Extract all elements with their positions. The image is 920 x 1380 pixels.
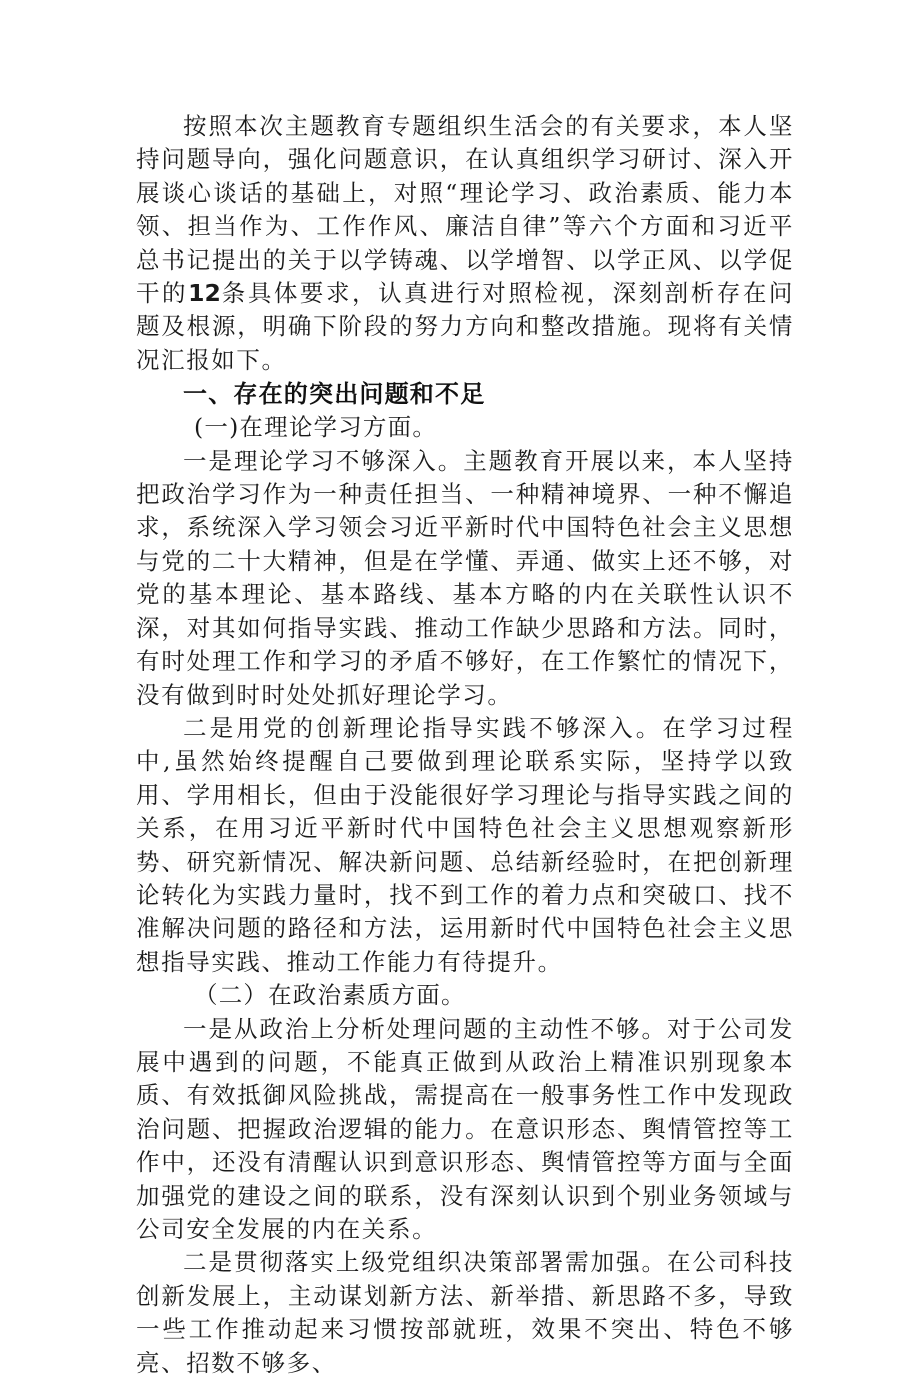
subsection-heading-theory: (一)在理论学习方面。 xyxy=(194,413,438,442)
section-heading-problems: 一、存在的突出问题和不足 xyxy=(183,380,486,409)
intro-paragraph xyxy=(136,110,794,377)
intro-text-part1: 按照本次主题教育专题组织生活会的有关要求，本人坚持问题导向，强化问题意识，在认真组织学习研讨、深入开展谈心谈话的基础上，对照“理论学习、政治素质、能力本领、担当作为、工作作风、廉洁自律”等六个方面和习近平总书记提出的关于以学铸魂、以学增智、以学正风、以学促干的 xyxy=(136,112,794,308)
intro-number: 12 xyxy=(188,279,221,308)
document-body xyxy=(136,110,794,1380)
paragraph-political-2: 二是贯彻落实上级党组织决策部署需加强。在公司科技创新发展上，主动谋划新方法、新举措、新思路不多，导致一些工作推动起来习惯按部就班，效果不突出、特色不够亮、招数不够多、 xyxy=(136,1248,794,1377)
intro-text-part2: 条具体要求，认真进行对照检视，深刻剖析存在问题及根源，明确下阶段的努力方向和整改措施。现将有关情况汇报如下。 xyxy=(136,279,794,374)
paragraph-theory-1: 一是理论学习不够深入。主题教育开展以来，本人坚持把政治学习作为一种责任担当、一种精神境界、一种不懈追求，系统深入学习领会习近平新时代中国特色社会主义思想与党的二十大精神，但是在学懂、弄通、做实上还不够，对党的基本理论、基本路线、基本方略的内在关联性认识不深，对其如何指导实践、推动工作缺少思路和方法。同时，有时处理工作和学习的矛盾不够好，在工作繁忙的情况下，没有做到时时处处抓好理论学习。 xyxy=(136,446,794,709)
subsection-heading-political: （二）在政治素质方面。 xyxy=(194,981,466,1010)
paragraph-theory-2: 二是用党的创新理论指导实践不够深入。在学习过程中,虽然始终提醒自己要做到理论联系实际，坚持学以致用、学用相长，但由于没能很好学习理论与指导实践之间的关系，在用习近平新时代中国特色社会主义思想观察新形势、研究新情况、解决新问题、总结新经验时，在把创新理论转化为实践力量时，找不到工作的着力点和突破口、找不准解决问题的路径和方法，运用新时代中国特色社会主义思想指导实践、推动工作能力有待提升。 xyxy=(136,713,794,976)
paragraph-political-1: 一是从政治上分析处理问题的主动性不够。对于公司发展中遇到的问题，不能真正做到从政治上精准识别现象本质、有效抵御风险挑战，需提高在一般事务性工作中发现政治问题、把握政治逻辑的能力。在意识形态、舆情管控等工作中，还没有清醒认识到意识形态、舆情管控等方面与全面加强党的建设之间的联系，没有深刻认识到个别业务领域与公司安全发展的内在关系。 xyxy=(136,1014,794,1243)
